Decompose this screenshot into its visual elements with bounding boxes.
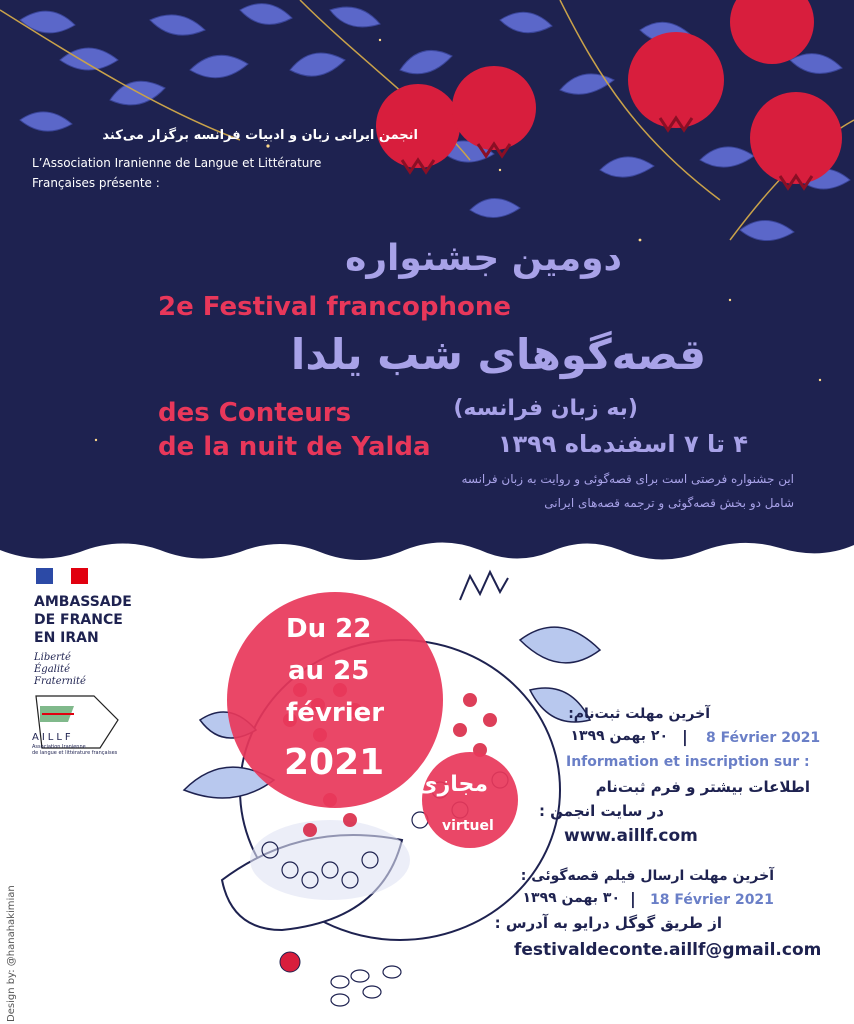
title-fa-line2: قصه‌گوهای شب یلدا [290, 330, 706, 379]
date-line1: Du 22 [286, 614, 372, 644]
aillf-logo-icon [30, 692, 126, 752]
aillf-name: AILLF [32, 732, 74, 743]
virtual-fa: مجازی [417, 772, 488, 797]
date-line3: février [286, 698, 385, 728]
submission-deadline-fa-date: ۳۰ بهمن ۱۳۹۹ [522, 890, 620, 906]
info-fa-line1: اطلاعات بیشتر و فرم ثبت‌نام [595, 778, 810, 796]
submission-via-fa: از طریق گوگل درایو به آدرس : [494, 914, 722, 932]
aillf-subtitle1: Association Iranienne [32, 744, 86, 750]
embassy-line3: EN IRAN [34, 630, 99, 646]
submission-deadline-fr: 18 Février 2021 [650, 892, 774, 908]
info-fr: Information et inscription sur : [566, 754, 810, 770]
submission-email-link[interactable]: festivaldeconte.aillf@gmail.com [514, 940, 822, 960]
title-fa-line3: (به زبان فرانسه) [453, 396, 638, 421]
title-fr-line2: des Conteurs [158, 398, 352, 428]
info-fa-line2: در سایت انجمن : [538, 802, 664, 820]
aillf-subtitle2: de langue et littérature françaises [32, 750, 118, 756]
embassy-line2: DE FRANCE [34, 612, 123, 628]
title-fa-line1: دومین جشنواره [345, 238, 622, 279]
marianne-flag-icon [36, 568, 88, 584]
virtual-fr: virtuel [442, 818, 494, 834]
registration-deadline-fr: 8 Février 2021 [706, 730, 821, 746]
title-fr-line1: 2e Festival francophone [158, 292, 511, 322]
presenter-fr-line2: Françaises présente : [32, 176, 160, 190]
presenter-fa: انجمن ایرانی زبان و ادبیات فرانسه برگزار می‌کند [102, 128, 418, 143]
embassy-motto2: Égalité [34, 664, 70, 675]
presenter-fr-line1: L’Association Iranienne de Langue et Littérature [32, 156, 322, 170]
embassy-motto3: Fraternité [34, 676, 86, 687]
festival-dates-fa: ۴ تا ۷ اسفندماه ۱۳۹۹ [497, 430, 748, 458]
submission-deadline-fa: آخرین مهلت ارسال فیلم قصه‌گوئی : [520, 868, 774, 884]
description-line1: این جشنواره فرصتی است برای قصه‌گوئی و روایت به زبان فرانسه [461, 472, 794, 486]
date-line2: au 25 [288, 656, 370, 686]
embassy-line1: AMBASSADE [34, 594, 132, 610]
registration-separator: | [682, 727, 688, 746]
submission-separator: | [630, 889, 636, 908]
date-year: 2021 [284, 742, 385, 783]
embassy-motto1: Liberté [34, 652, 71, 663]
website-link[interactable]: www.aillf.com [564, 826, 698, 846]
description-line2: شامل دو بخش قصه‌گوئی و ترجمه قصه‌های ایرانی [544, 496, 794, 510]
registration-deadline-fa-date: ۲۰ بهمن ۱۳۹۹ [570, 728, 668, 744]
registration-deadline-fa: آخرین مهلت ثبت‌نام: [568, 706, 710, 722]
title-fr-line3: de la nuit de Yalda [158, 432, 431, 462]
designer-credit: Design by: @hanahakimian [6, 885, 17, 1022]
